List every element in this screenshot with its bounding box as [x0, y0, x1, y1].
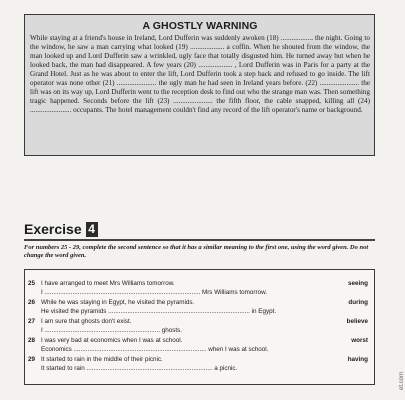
item-first-sentence: I have arranged to meet Mrs Williams tomorrow.	[41, 280, 175, 287]
item-keyword: believe	[346, 318, 368, 325]
item-keyword: during	[348, 299, 368, 306]
exercise-heading	[24, 221, 98, 237]
exercise-number: 4	[86, 222, 98, 237]
item-keyword: seeing	[348, 280, 368, 287]
item-first-sentence: While he was staying in Egypt, he visited the pyramids.	[41, 299, 195, 306]
item-second-sentence[interactable]: I .................................................................. ghosts.	[41, 327, 183, 334]
exercise-box	[24, 269, 375, 385]
item-first-sentence: I am sure that ghosts don't exist.	[41, 318, 132, 325]
story-text: While staying at a friend's house in Ireland, Lord Dufferin was suddenly awoken (18) .................. the night. Going to the window, he saw a man carrying what looked (19) ................... a coffin. When he shouted from the window, the man looked up and Lord Dufferin saw a wrinkled, ugly face that totally disgusted him. He turned away but when he looked back, the man had disappeared. A few years (20) ................... , Lord Dufferin was in Paris for a party at the Grand Hotel. Just as he was about to enter the lift, Lord Dufferin took a step back and refused to go inside. The lift operator was none other (21) ...................... the ugly man he had seen in Ireland years before. (22) ...................... the lift was on its way up, Lord Dufferin went to the reception desk to find out who the strange man was. Then something tragic happened. Seconds before the lift (23) ...................... the fifth floor, the cable snapped, killing all (24) ....................... occupants. The hotel management couldn't find any record of the lift operator's name or background.	[30, 34, 370, 114]
item-first-sentence: It started to rain in the middle of their picnic.	[41, 356, 163, 363]
item-number: 26	[28, 299, 36, 306]
story-box	[24, 14, 375, 156]
item-second-sentence[interactable]: I ......................................................................................... Mrs Williams tomorrow.	[41, 289, 268, 296]
exercise-instructions: For numbers 25 - 29, complete the second sentence so that it has a similar meaning to the first one, using the word given. Do not change the word given.	[24, 244, 369, 259]
story-title: A GHOSTLY WARNING	[142, 20, 258, 32]
item-number: 29	[28, 356, 36, 363]
exercise-word: Exercise	[24, 221, 82, 237]
item-second-sentence[interactable]: It started to rain ........................................................................ a picnic.	[41, 365, 238, 372]
exercise-rule	[24, 239, 375, 241]
item-keyword: having	[347, 356, 368, 363]
item-second-sentence[interactable]: Economics ............................................................................ when I was at school.	[41, 346, 269, 353]
item-number: 28	[28, 337, 36, 344]
item-keyword: worst	[351, 337, 368, 344]
item-number: 27	[28, 318, 36, 325]
item-first-sentence: I was very bad at economics when I was at school.	[41, 337, 183, 344]
item-number: 25	[28, 280, 36, 287]
side-watermark-text: et.com	[399, 372, 405, 391]
item-second-sentence[interactable]: He visited the pyramids ................................................................................. in Egypt.	[41, 308, 277, 315]
